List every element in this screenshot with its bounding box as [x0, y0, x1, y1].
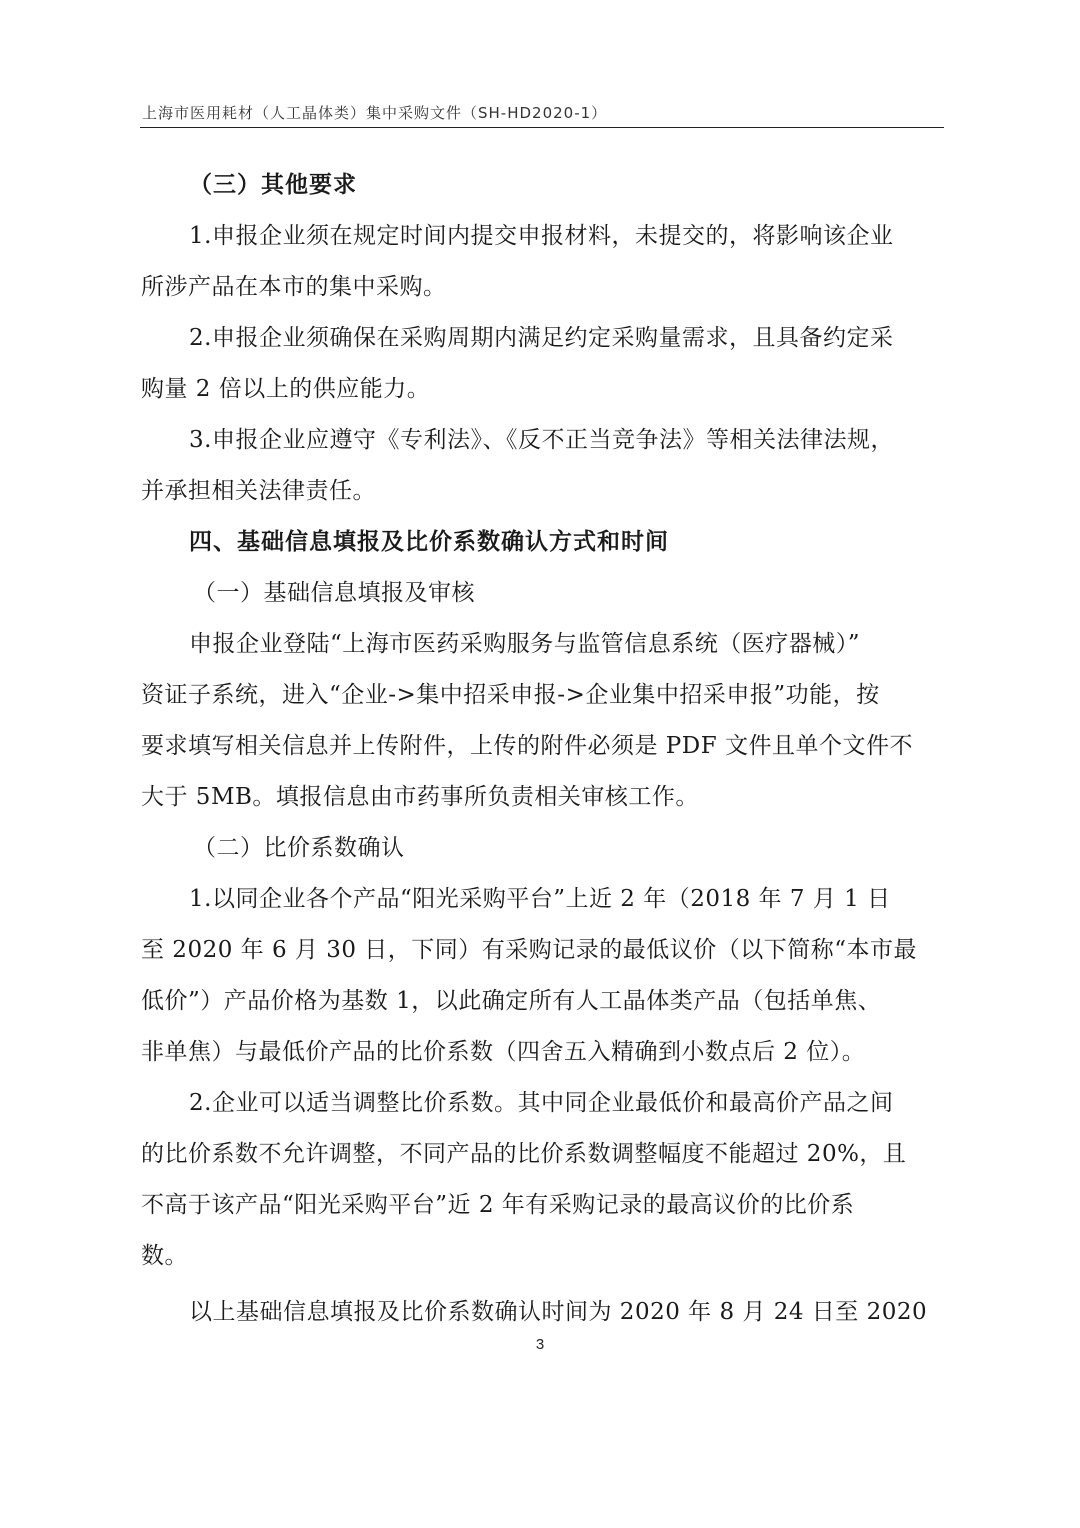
section-heading-four: 四、基础信息填报及比价系数确认方式和时间 [189, 529, 669, 555]
subsection-heading-basic-info: （一）基础信息填报及审核 [193, 580, 475, 606]
section-heading-other-requirements: （三）其他要求 [189, 172, 357, 198]
paragraph-line: 申报企业登陆“上海市医药采购服务与监管信息系统（医疗器械）” [189, 631, 861, 657]
paragraph-line: 非单焦）与最低价产品的比价系数（四舍五入精确到小数点后 2 位）。 [141, 1039, 866, 1065]
paragraph-line: 2.申报企业须确保在采购周期内满足约定采购量需求，且具备约定采 [189, 325, 894, 351]
paragraph-line: 购量 2 倍以上的供应能力。 [141, 376, 431, 402]
paragraph-line: 并承担相关法律责任。 [141, 478, 376, 504]
paragraph-line: 至 2020 年 6 月 30 日，下同）有采购记录的最低议价（以下简称“本市最 [141, 937, 918, 963]
paragraph-line: 2.企业可以适当调整比价系数。其中同企业最低价和最高价产品之间 [189, 1090, 894, 1116]
paragraph-line: 低价”）产品价格为基数 1，以此确定所有人工晶体类产品（包括单焦、 [141, 988, 882, 1014]
paragraph-line: 所涉产品在本市的集中采购。 [141, 274, 447, 300]
paragraph-line: 以上基础信息填报及比价系数确认时间为 2020 年 8 月 24 日至 2020 [189, 1299, 928, 1325]
paragraph-line: 3.申报企业应遵守《专利法》、《反不正当竞争法》等相关法律法规， [189, 427, 894, 453]
page-number: 3 [535, 1336, 545, 1353]
paragraph-line: 1.以同企业各个产品“阳光采购平台”上近 2 年（2018 年 7 月 1 日 [189, 886, 891, 912]
header-rule [140, 127, 944, 128]
paragraph-line: 要求填写相关信息并上传附件，上传的附件必须是 PDF 文件且单个文件不 [141, 733, 913, 759]
paragraph-line: 大于 5MB。填报信息由市药事所负责相关审核工作。 [141, 784, 699, 810]
paragraph-line: 不高于该产品“阳光采购平台”近 2 年有采购记录的最高议价的比价系 [141, 1192, 855, 1218]
paragraph-line: 1.申报企业须在规定时间内提交申报材料，未提交的，将影响该企业 [189, 223, 894, 249]
paragraph-line: 的比价系数不允许调整，不同产品的比价系数调整幅度不能超过 20%，且 [141, 1141, 907, 1167]
paragraph-line: 数。 [141, 1243, 188, 1269]
running-header: 上海市医用耗材（人工晶体类）集中采购文件（SH-HD2020-1） [142, 104, 608, 122]
subsection-heading-price-ratio: （二）比价系数确认 [193, 835, 405, 861]
paragraph-line: 资证子系统，进入“企业->集中招采申报->企业集中招采申报”功能，按 [141, 682, 880, 708]
document-body [141, 160, 943, 1338]
